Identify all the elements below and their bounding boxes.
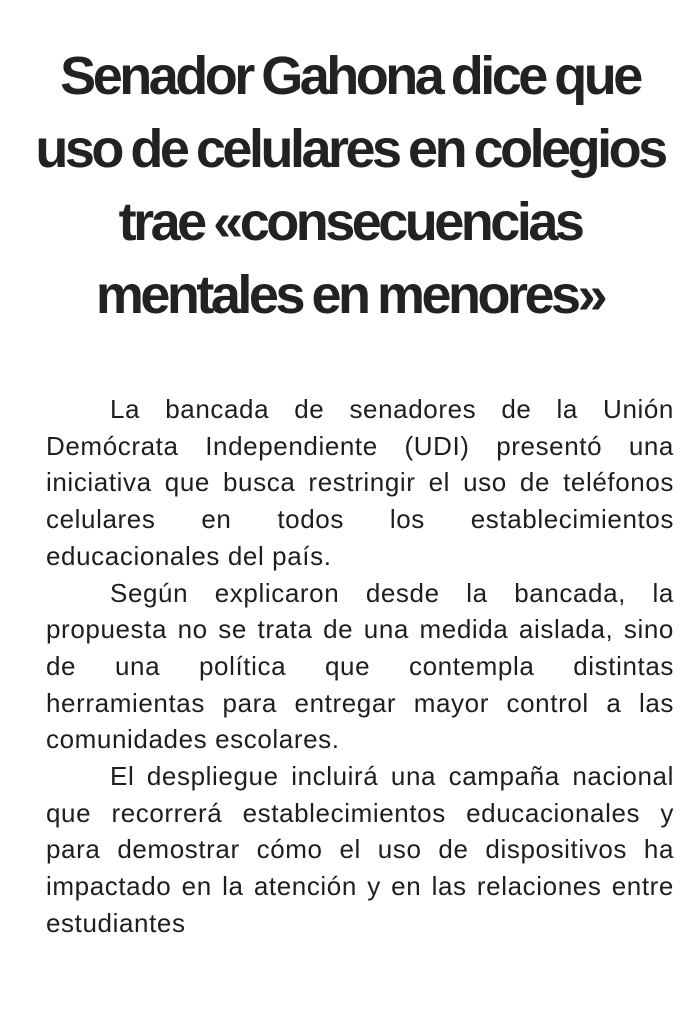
- article-body: [46, 391, 674, 942]
- article-paragraph-3: El despliegue incluirá una campaña nacional que recorrerá establecimientos educacionales y para demostrar cómo el uso de dispositivos ha impactado en la atención y en las relaciones entre estudiantes: [46, 761, 674, 938]
- article-headline: Senador Gahona dice que uso de celulares en colegios trae «consecuencias mentales en menores»: [35, 46, 665, 325]
- article-paragraph-2: Según explicaron desde la bancada, la propuesta no se trata de una medida aislada, sino de una política que contempla distintas herramientas para entregar mayor control a las comunidades escolares.: [46, 577, 674, 755]
- article-paragraph-1: La bancada de senadores de la Unión Demócrata Independiente (UDI) presentó una iniciativa que busca restringir el uso de teléfonos celulares en todos los establecimientos educacionales del país.: [46, 394, 674, 571]
